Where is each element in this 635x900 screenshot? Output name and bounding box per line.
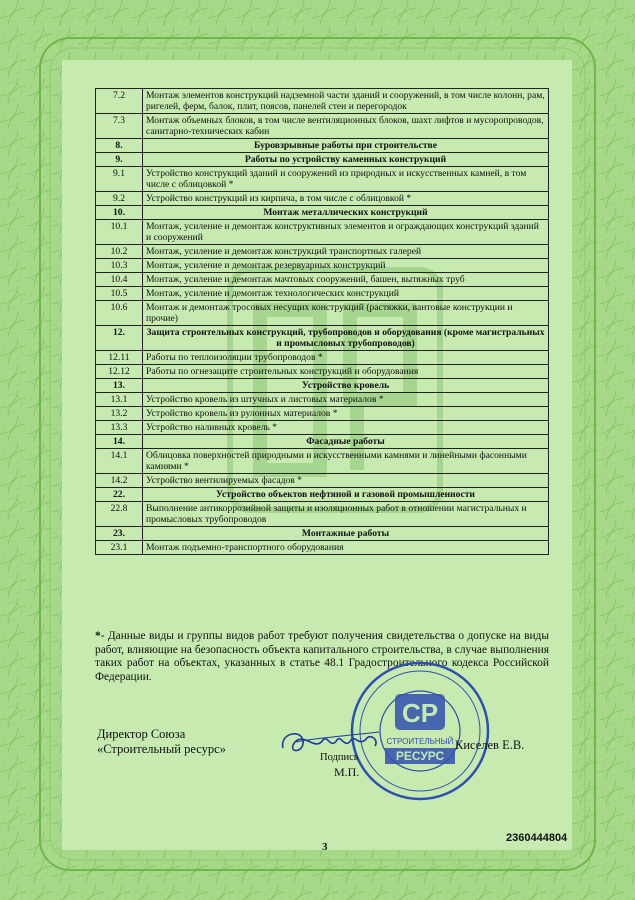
seal-text-bottom: РЕСУРС [395, 749, 445, 763]
row-description: Выполнение антикоррозийной защиты и изоляционных работ в отношении магистральных и промысловых трубопроводов [143, 502, 549, 527]
table-row [96, 245, 549, 259]
table-row [96, 393, 549, 407]
row-description: Устройство кровель из рулонных материалов * [143, 407, 549, 421]
row-number: 10.3 [96, 259, 143, 273]
row-number: 23. [96, 527, 143, 541]
table-row [96, 301, 549, 326]
row-description: Облицовка поверхностей природными и искусственными камнями и линейными фасонными камнями * [143, 449, 549, 474]
row-number: 8. [96, 139, 143, 153]
row-description: Устройство конструкций из кирпича, в том числе с облицовкой * [143, 192, 549, 206]
row-description: Монтаж, усиление и демонтаж резервуарных конструкций [143, 259, 549, 273]
table-row [96, 449, 549, 474]
footnote-text: - Данные виды и группы видов работ требуют получения свидетельства о допуске на виды работ, влияющие на безопасность объекта капитального строительства, в случае выполнения таких работ на объектах, указанных в статье 48.1 Градостроительного кодекса Российской Федерации. [95, 630, 549, 683]
row-description: Устройство объектов нефтяной и газовой промышленности [143, 488, 549, 502]
row-description: Буровзрывные работы при строительстве [143, 139, 549, 153]
row-description: Монтаж элементов конструкций надземной части зданий и сооружений, в том числе колонн, рам, ригелей, ферм, балок, плит, поясов, панелей стен и перегородок [143, 89, 549, 114]
row-description: Монтаж, усиление и демонтаж технологических конструкций [143, 287, 549, 301]
row-description: Монтаж, усиление и демонтаж конструкций транспортных галерей [143, 245, 549, 259]
section-row [96, 379, 549, 393]
row-description: Монтажные работы [143, 527, 549, 541]
section-row [96, 527, 549, 541]
row-description: Монтаж, усиление и демонтаж конструктивных элементов и ограждающих конструкций зданий и сооружений [143, 220, 549, 245]
serial-number: 2360444804 [506, 832, 568, 844]
signatory-organization [97, 727, 226, 757]
row-number: 14.1 [96, 449, 143, 474]
section-row [96, 153, 549, 167]
page-number: 3 [322, 841, 328, 853]
signatory-org-name: «Строительный ресурс» [97, 742, 226, 756]
table-row [96, 365, 549, 379]
table-row [96, 502, 549, 527]
signature-label: Подпись [320, 752, 359, 763]
seal-text-top: СТРОИТЕЛЬНЫЙ [386, 737, 454, 746]
signatory-title: Директор Союза [97, 727, 186, 741]
table-row [96, 114, 549, 139]
section-row [96, 326, 549, 351]
row-number: 13.1 [96, 393, 143, 407]
table-row [96, 89, 549, 114]
row-number: 9.1 [96, 167, 143, 192]
row-number: 12.11 [96, 351, 143, 365]
row-number: 7.3 [96, 114, 143, 139]
row-description: Устройство конструкций зданий и сооружений из природных и искусственных камней, в том числе с облицовкой * [143, 167, 549, 192]
table-row [96, 273, 549, 287]
row-number: 10.2 [96, 245, 143, 259]
row-number: 9. [96, 153, 143, 167]
row-number: 23.1 [96, 541, 143, 555]
row-description: Монтаж металлических конструкций [143, 206, 549, 220]
row-number: 10.4 [96, 273, 143, 287]
seal-logo: СР [401, 698, 439, 728]
row-description: Монтаж и демонтаж тросовых несущих конструкций (растяжки, вантовые конструкции и прочие) [143, 301, 549, 326]
stamp-place-label: М.П. [334, 765, 360, 779]
table-row [96, 407, 549, 421]
row-description: Фасадные работы [143, 435, 549, 449]
table-row [96, 474, 549, 488]
row-description: Защита строительных конструкций, трубопроводов и оборудования (кроме магистральных и промысловых трубопроводов) [143, 326, 549, 351]
row-description: Монтаж объемных блоков, в том числе вентиляционных блоков, шахт лифтов и мусоропроводов, санитарно-технических кабин [143, 114, 549, 139]
row-number: 14. [96, 435, 143, 449]
row-description: Монтаж, усиление и демонтаж мачтовых сооружений, башен, вытяжных труб [143, 273, 549, 287]
section-row [96, 488, 549, 502]
table-row [96, 167, 549, 192]
row-description: Работы по теплоизоляции трубопроводов * [143, 351, 549, 365]
row-number: 22.8 [96, 502, 143, 527]
row-number: 14.2 [96, 474, 143, 488]
table-row [96, 287, 549, 301]
row-description: Работы по огнезащите строительных конструкций и оборудования [143, 365, 549, 379]
signatory-name: Киселев Е.В. [455, 738, 525, 752]
section-row [96, 139, 549, 153]
row-number: 9.2 [96, 192, 143, 206]
row-number: 22. [96, 488, 143, 502]
row-number: 13.2 [96, 407, 143, 421]
row-number: 13. [96, 379, 143, 393]
row-description: Работы по устройству каменных конструкций [143, 153, 549, 167]
row-number: 10.6 [96, 301, 143, 326]
table-row [96, 220, 549, 245]
row-number: 13.3 [96, 421, 143, 435]
row-description: Устройство кровель из штучных и листовых материалов * [143, 393, 549, 407]
table-row [96, 351, 549, 365]
row-number: 12.12 [96, 365, 143, 379]
row-description: Устройство кровель [143, 379, 549, 393]
section-row [96, 206, 549, 220]
table-row [96, 421, 549, 435]
row-description: Устройство наливных кровель * [143, 421, 549, 435]
works-table [95, 88, 549, 555]
footnote-asterisk: * [95, 630, 101, 642]
table-row [96, 192, 549, 206]
section-row [96, 435, 549, 449]
row-number: 10.1 [96, 220, 143, 245]
row-description: Монтаж подъемно-транспортного оборудования [143, 541, 549, 555]
table-row [96, 541, 549, 555]
row-number: 10. [96, 206, 143, 220]
row-number: 10.5 [96, 287, 143, 301]
row-number: 7.2 [96, 89, 143, 114]
table-row [96, 259, 549, 273]
row-description: Устройство вентилируемых фасадов * [143, 474, 549, 488]
row-number: 12. [96, 326, 143, 351]
